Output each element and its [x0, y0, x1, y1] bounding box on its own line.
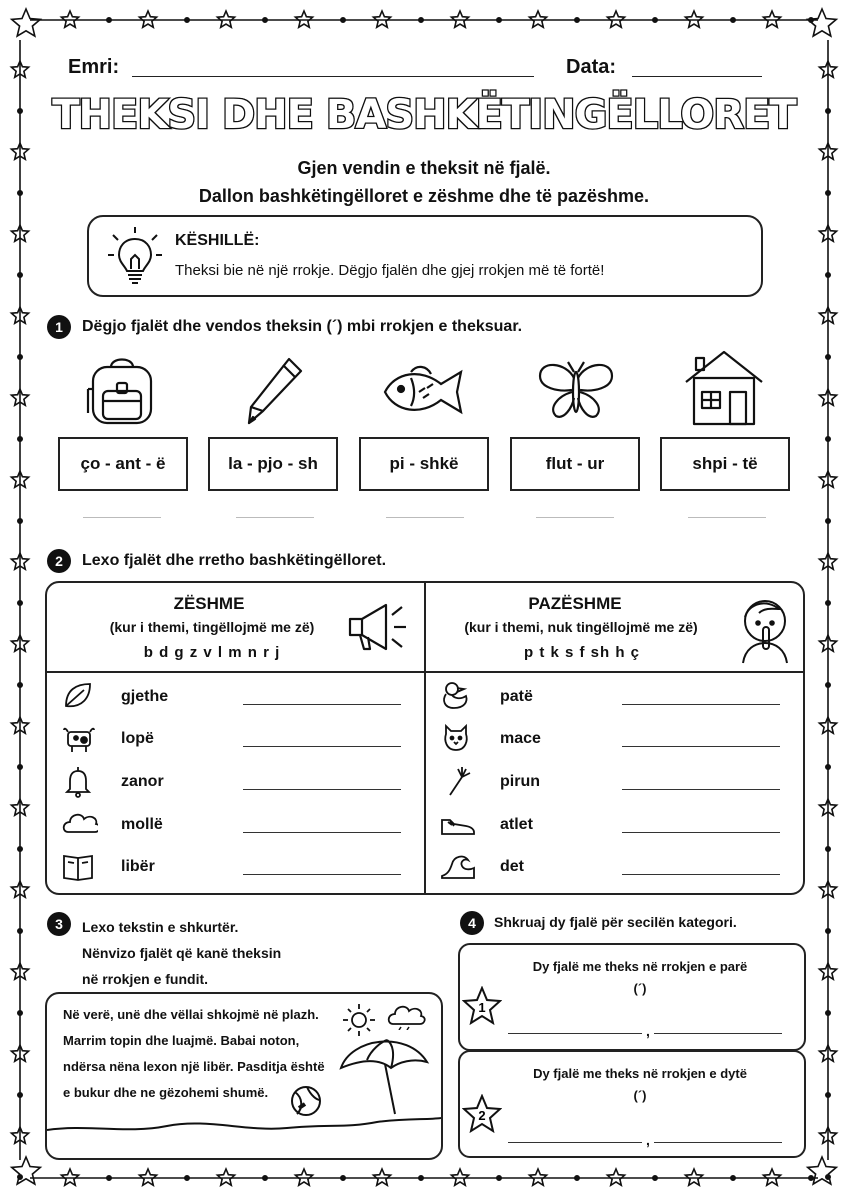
objective-2: Dallon bashkëtingëlloret e zëshme dhe të pazëshme.	[198, 186, 650, 206]
word-item: gjethe	[121, 688, 169, 705]
text-line: e bukur dhe ne gëzohemi shumë.	[63, 1085, 269, 1100]
voiced-description: (kur i themi, tingëllojmë me zë)	[109, 619, 315, 635]
consonant-table	[45, 581, 805, 895]
border-star	[373, 11, 390, 27]
tip-text: Theksi bie në një rrokje. Dëgjo fjalën dhe gjej rrokjen më të fortë!	[175, 262, 605, 279]
border-dot	[18, 847, 22, 851]
house-icon	[682, 348, 766, 428]
border-dot	[826, 273, 830, 277]
border-dot	[826, 929, 830, 933]
instruction-line: Nënvizo fjalët që kanë theksin	[82, 945, 282, 961]
border-dot	[107, 1176, 111, 1180]
accent-mark: (´)	[633, 1088, 647, 1103]
answer-line[interactable]	[386, 517, 464, 518]
answer-line[interactable]	[243, 704, 401, 705]
border-dot	[18, 929, 22, 933]
voiceless-description: (kur i themi, nuk tingëllojmë me zë)	[464, 619, 698, 635]
border-dot	[419, 1176, 423, 1180]
border-star	[139, 1169, 156, 1185]
cloud-icon	[387, 1002, 427, 1030]
star-badge-1	[462, 986, 502, 1026]
word-item: libër	[121, 858, 155, 875]
cloud-icon	[62, 808, 98, 842]
bell-icon	[62, 765, 98, 799]
page-title: THEKSI DHE BASHKËTINGËLLORET	[52, 92, 796, 138]
border-dot	[826, 1175, 830, 1179]
text-line: Marrim topin dhe luajmë. Babai noton,	[63, 1033, 300, 1048]
objective-1: Gjen vendin e theksit në fjalë.	[297, 158, 551, 178]
word-item: mollë	[121, 816, 163, 833]
word-item: patë	[500, 688, 533, 705]
border-dot	[18, 683, 22, 687]
tip-box	[87, 215, 763, 297]
word-box-butterfly[interactable]: flut - ur	[510, 437, 640, 491]
answer-line[interactable]	[83, 517, 161, 518]
section-4-number: 4	[460, 911, 484, 935]
category-title: Dy fjalë me theks në rrokjen e parë	[532, 959, 748, 974]
border-star	[529, 11, 546, 27]
answer-line[interactable]	[243, 746, 401, 747]
border-star	[529, 1169, 546, 1185]
instruction-line: Lexo tekstin e shkurtër.	[82, 919, 239, 935]
text-line: Në verë, unë dhe vëllai shkojmë në plazh.	[63, 1007, 319, 1022]
section-4-instruction: Shkruaj dy fjalë për secilën kategori.	[494, 914, 737, 930]
answer-line[interactable]	[622, 746, 780, 747]
border-dot	[731, 18, 735, 22]
book-icon	[62, 850, 98, 884]
answer-line[interactable]	[536, 517, 614, 518]
word-item: det	[500, 858, 524, 875]
answer-line[interactable]	[243, 832, 401, 833]
border-star	[373, 1169, 390, 1185]
border-star	[295, 1169, 312, 1185]
word-box-house[interactable]: shpi - të	[660, 437, 790, 491]
border-star	[61, 1169, 78, 1185]
border-dot	[419, 18, 423, 22]
answer-line[interactable]	[654, 1142, 782, 1143]
border-dot	[18, 1011, 22, 1015]
text-line: ndërsa nëna lexon një libër. Pasditja është	[63, 1059, 325, 1074]
separator: ,	[646, 1023, 650, 1039]
answer-line[interactable]	[622, 789, 780, 790]
voiced-letters: b d g z v l m n r j	[143, 644, 281, 661]
border-dot	[18, 273, 22, 277]
border-star	[607, 1169, 624, 1185]
border-dot	[653, 18, 657, 22]
pencil-icon	[243, 355, 305, 427]
wave-icon	[440, 850, 476, 884]
section-1-number: 1	[47, 315, 71, 339]
border-dot	[653, 1176, 657, 1180]
cow-icon	[62, 722, 98, 756]
border-star	[685, 1169, 702, 1185]
answer-line[interactable]	[243, 874, 401, 875]
border-dot	[185, 18, 189, 22]
border-dot	[497, 18, 501, 22]
word-item: zanor	[121, 773, 164, 790]
border-dot	[826, 601, 830, 605]
word-item: lopë	[121, 730, 154, 747]
row-divider	[47, 671, 803, 673]
border-dot	[826, 765, 830, 769]
border-dot	[826, 355, 830, 359]
tip-title: KËSHILLË:	[175, 232, 260, 249]
accent-mark: (´)	[633, 981, 647, 996]
answer-line[interactable]	[688, 517, 766, 518]
date-label: Data:	[566, 56, 617, 78]
border-dot	[107, 18, 111, 22]
name-field[interactable]	[132, 76, 534, 77]
fork-icon	[440, 765, 476, 799]
leaf-icon	[62, 680, 98, 714]
answer-line[interactable]	[508, 1033, 642, 1034]
voiced-title: ZËSHME	[173, 594, 245, 613]
answer-line[interactable]	[236, 517, 314, 518]
butterfly-icon	[536, 358, 616, 422]
instruction-line: në rrokjen e fundit.	[82, 971, 209, 987]
border-star	[12, 9, 41, 36]
border-dot	[263, 18, 267, 22]
border-star	[607, 11, 624, 27]
sun-icon	[339, 1002, 379, 1038]
border-dot	[263, 1176, 267, 1180]
word-item: atlet	[500, 816, 533, 833]
date-field[interactable]	[632, 76, 762, 77]
megaphone-icon	[342, 597, 412, 657]
answer-line[interactable]	[654, 1033, 782, 1034]
border-dot	[731, 1176, 735, 1180]
border-dot	[18, 601, 22, 605]
border-dot	[18, 765, 22, 769]
border-dot	[826, 519, 830, 523]
answer-line[interactable]	[243, 789, 401, 790]
border-dot	[575, 1176, 579, 1180]
border-dot	[826, 437, 830, 441]
border-dot	[575, 18, 579, 22]
sand-wave	[47, 1106, 441, 1156]
shushing-child-icon	[735, 591, 795, 665]
border-dot	[185, 1176, 189, 1180]
voiceless-letters: p t k s f sh h ç	[523, 644, 641, 661]
answer-line[interactable]	[622, 832, 780, 833]
border-star	[12, 1157, 41, 1184]
border-dot	[341, 18, 345, 22]
star-badge-2	[462, 1094, 502, 1134]
border-star	[763, 1169, 780, 1185]
word-item: pirun	[500, 773, 540, 790]
section-2-number: 2	[47, 549, 71, 573]
category-box-second	[458, 1050, 806, 1158]
category-title: Dy fjalë me theks në rrokjen e dytë	[533, 1066, 747, 1081]
word-box-backpack[interactable]: ço - ant - ë	[58, 437, 188, 491]
section-1-instruction: Dëgjo fjalët dhe vendos theksin (´) mbi rrokjen e theksuar.	[82, 318, 523, 335]
border-dot	[497, 1176, 501, 1180]
border-dot	[18, 1175, 22, 1179]
border-star	[139, 11, 156, 27]
answer-line[interactable]	[622, 704, 780, 705]
word-box-fish[interactable]: pi - shkë	[359, 437, 489, 491]
border-dot	[18, 355, 22, 359]
word-box-pencil[interactable]: la - pjo - sh	[208, 437, 338, 491]
border-dot	[341, 1176, 345, 1180]
border-dot	[809, 18, 813, 22]
border-star	[295, 11, 312, 27]
badge-number: 2	[478, 1108, 486, 1123]
section-2-instruction: Lexo fjalët dhe rretho bashkëtingëlloret.	[82, 552, 387, 569]
border-dot	[826, 1093, 830, 1097]
border-dot	[826, 847, 830, 851]
border-dot	[18, 1093, 22, 1097]
answer-line[interactable]	[622, 874, 780, 875]
border-star	[451, 11, 468, 27]
category-box-first	[458, 943, 806, 1051]
fish-icon	[381, 362, 467, 422]
voiceless-title: PAZËSHME	[528, 594, 622, 613]
answer-line[interactable]	[508, 1142, 642, 1143]
section-3-number: 3	[47, 912, 71, 936]
border-star	[451, 1169, 468, 1185]
shoe-icon	[440, 808, 476, 842]
border-star	[763, 11, 780, 27]
border-star	[217, 1169, 234, 1185]
section-3-instruction	[82, 914, 281, 992]
separator: ,	[646, 1132, 650, 1148]
backpack-icon	[85, 355, 159, 427]
border-star	[61, 11, 78, 27]
border-dot	[826, 683, 830, 687]
duck-icon	[440, 680, 476, 714]
border-dot	[18, 519, 22, 523]
border-dot	[826, 1011, 830, 1015]
reading-text-box	[45, 992, 443, 1160]
border-dot	[18, 437, 22, 441]
border-dot	[809, 1176, 813, 1180]
badge-number: 1	[478, 1000, 486, 1015]
name-label: Emri:	[68, 56, 120, 78]
lightbulb-icon	[107, 225, 163, 287]
column-divider	[424, 583, 426, 893]
word-item: mace	[500, 730, 541, 747]
border-star	[685, 11, 702, 27]
cat-icon	[440, 722, 476, 756]
beach-umbrella-icon	[337, 1034, 433, 1116]
border-star	[217, 11, 234, 27]
